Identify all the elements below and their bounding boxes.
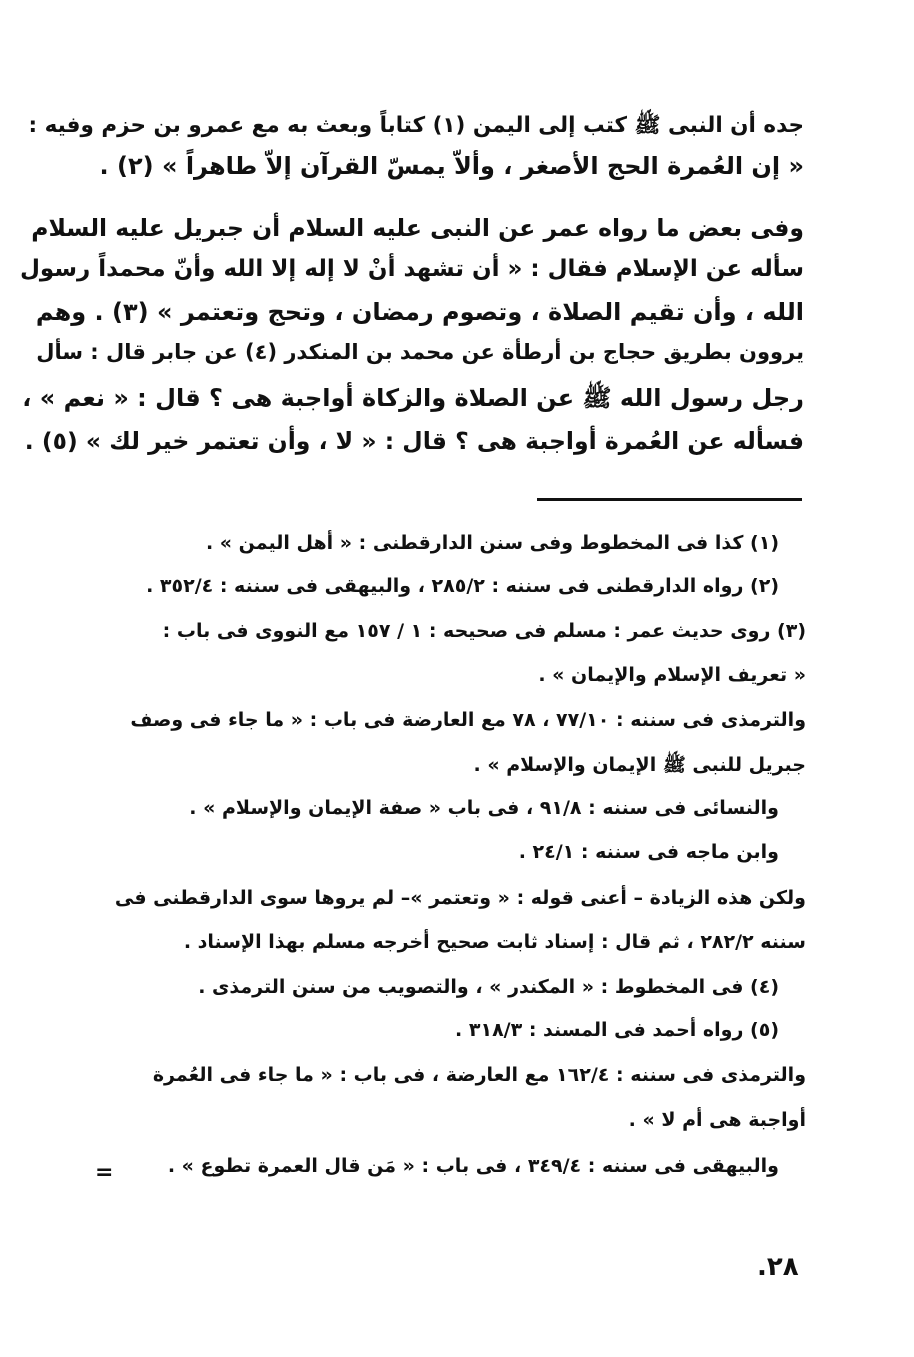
footnote-line: والترمذى فى سننه : ٧٧/١٠ ، ٧٨ مع العارضة فى باب : « ما جاء فى وصف <box>130 709 806 731</box>
body-line: وفى بعض ما رواه عمر عن النبى عليه السلام أن جبريل عليه السلام <box>31 214 804 242</box>
footnote-line: والنسائى فى سننه : ٩١/٨ ، فى باب « صفة الإيمان والإسلام » . <box>189 797 779 819</box>
body-line: « إن العُمرة الحج الأصغر ، وألاّ يمسّ القرآن إلاّ طاهراً » (٢) . <box>99 152 804 180</box>
footnote-line: والبيهقى فى سننه : ٣٤٩/٤ ، فى باب : « مَن قال العمرة تطوع » . <box>167 1155 779 1177</box>
body-line: رجل رسول الله ﷺ عن الصلاة والزكاة أواجبة هى ؟ قال : « نعم » ، <box>22 384 804 412</box>
footnote-line: أواجبة هى أم لا » . <box>628 1109 806 1131</box>
continuation-mark: = <box>95 1160 114 1185</box>
body-line: يروون بطريق حجاج بن أرطأة عن محمد بن المنكدر (٤) عن جابر قال : سأل <box>36 340 804 364</box>
footnote-line: (٤) فى المخطوط : « المكندر » ، والتصويب من سنن الترمذى . <box>198 976 779 998</box>
page-number: ٢٨. <box>757 1252 799 1282</box>
footnote-line: (٣) روى حديث عمر : مسلم فى صحيحه : ١ / ١٥٧ مع النووى فى باب : <box>162 620 806 642</box>
footnote-line: ولكن هذه الزيادة – أعنى قوله : « وتعتمر »– لم يروها سوى الدارقطنى فى <box>114 887 806 909</box>
body-line: جده أن النبى ﷺ كتب إلى اليمن (١) كتاباً وبعث به مع عمرو بن حزم وفيه : <box>28 113 804 138</box>
footnote-line: (٢) رواه الدارقطنى فى سننه : ٢٨٥/٢ ، والبيهقى فى سننه : ٣٥٢/٤ . <box>146 575 779 597</box>
footnote-separator-rule <box>537 498 802 501</box>
footnote-line: جبريل للنبى ﷺ الإيمان والإسلام » . <box>473 754 806 776</box>
body-line: الله ، وأن تقيم الصلاة ، وتصوم رمضان ، وتحج وتعتمر » (٣) . وهم <box>35 298 804 326</box>
footnote-line: والترمذى فى سننه : ١٦٢/٤ مع العارضة ، فى باب : « ما جاء فى العُمرة <box>152 1064 806 1086</box>
footnote-line: (١) كذا فى المخطوط وفى سنن الدارقطنى : « أهل اليمن » . <box>205 532 779 554</box>
body-line: فسأله عن العُمرة أواجبة هى ؟ قال : « لا ، وأن تعتمر خير لك » (٥) . <box>24 427 804 455</box>
footnote-line: سننه ٢٨٢/٢ ، ثم قال : إسناد ثابت صحيح أخرجه مسلم بهذا الإسناد . <box>183 931 806 953</box>
footnote-line: وابن ماجه فى سننه : ٢٤/١ . <box>518 841 779 863</box>
footnote-line: (٥) رواه أحمد فى المسند : ٣١٨/٣ . <box>455 1019 779 1041</box>
body-line: سأله عن الإسلام فقال : « أن تشهد أنْ لا إله إلا الله وأنّ محمداً رسول <box>19 256 804 282</box>
footnote-line: « تعريف الإسلام والإيمان » . <box>538 664 806 686</box>
